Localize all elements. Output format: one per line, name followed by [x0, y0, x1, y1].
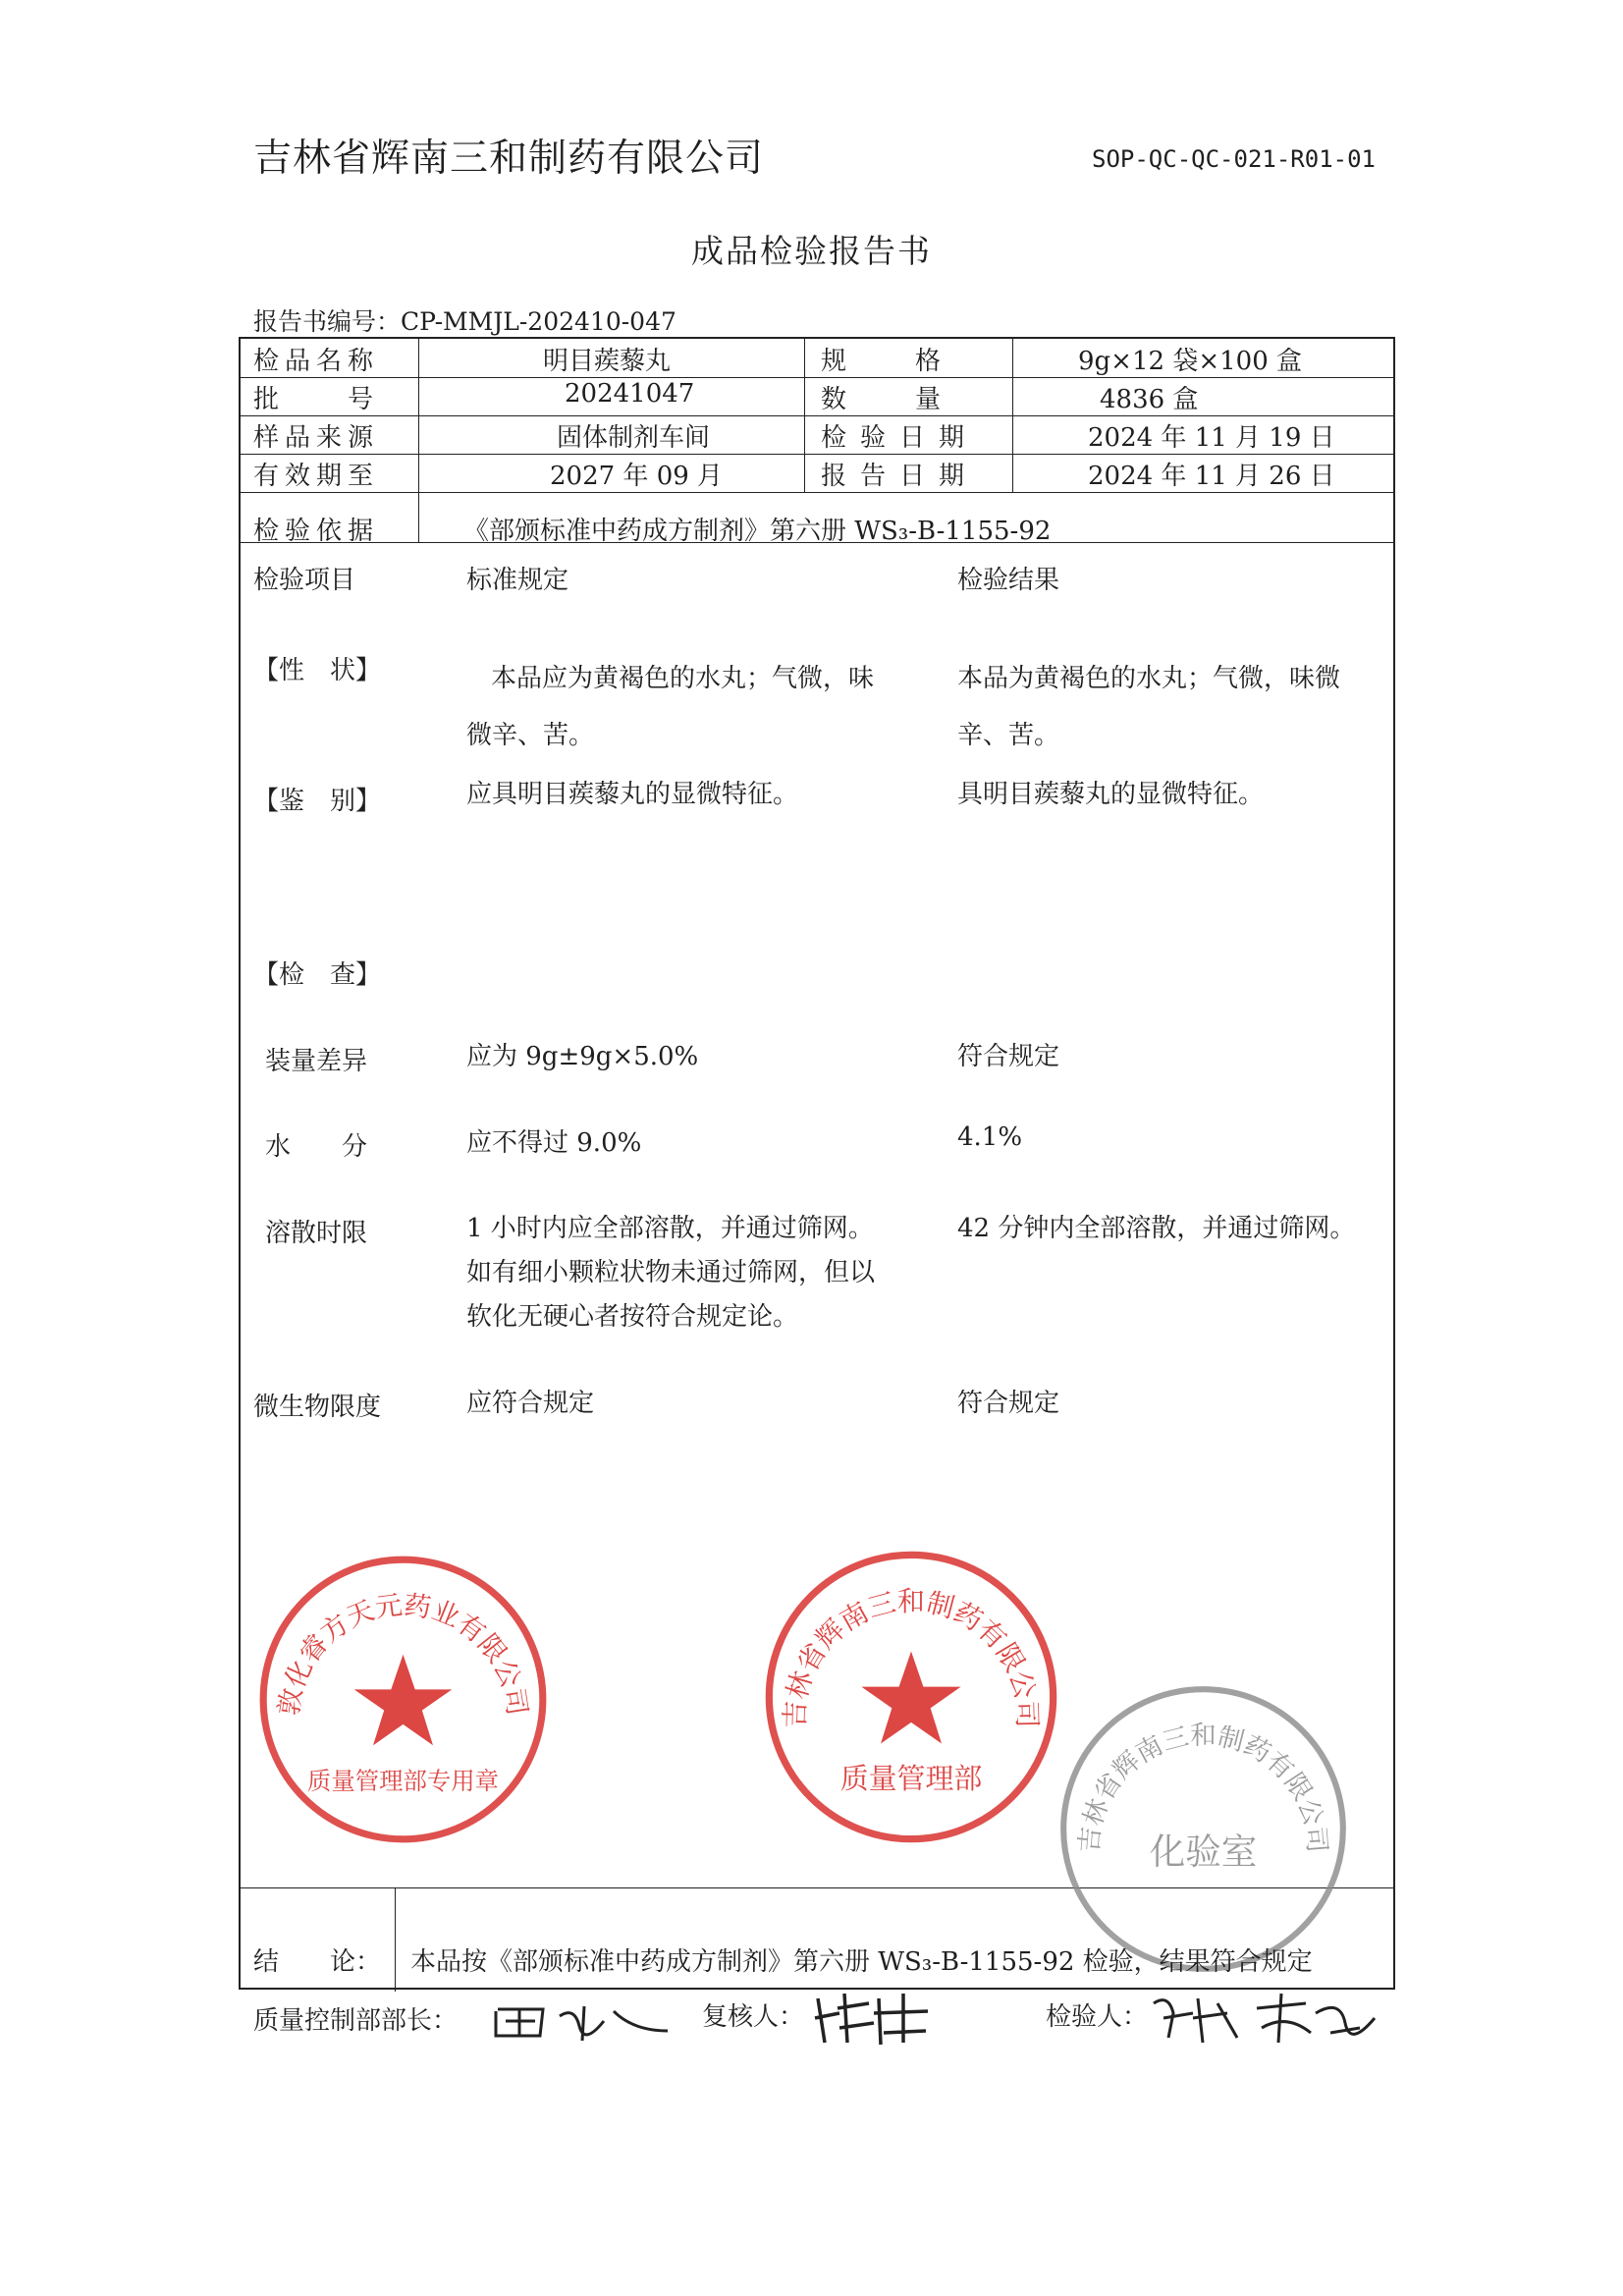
item-identification-standard: 应具明目蒺藜丸的显微特征。 [466, 780, 799, 809]
star-icon [354, 1655, 453, 1746]
label-report-date: 报告日期 [821, 462, 979, 491]
seal-2-graphic [759, 1545, 1063, 1849]
inspector-label: 检验人： [1046, 2002, 1149, 2032]
seal-2-subtext: 质量管理部 [839, 1762, 983, 1795]
row-divider [241, 492, 1393, 493]
reviewer-signature [810, 1984, 938, 2052]
item-appearance-standard: 本品应为黄褐色的水丸；气微，味 [491, 664, 875, 693]
label-test-basis: 检验依据 [253, 517, 380, 546]
col-head-standard: 标准规定 [466, 566, 569, 595]
qc-head-label: 质量控制部部长： [253, 2006, 459, 2036]
label-batch: 批号 [253, 385, 443, 414]
item-disintegration-label: 溶散时限 [265, 1219, 368, 1248]
seal-2-text: 吉林省辉南三和制药有限公司 [779, 1585, 1044, 1729]
value-report-date: 2024 年 11 月 26 日 [1088, 462, 1335, 491]
company-name: 吉林省辉南三和制药有限公司 [253, 137, 765, 181]
seal-3-graphic [1054, 1679, 1353, 1979]
seal-3 [1054, 1679, 1353, 1979]
value-spec: 9g×12 袋×100 盒 [1078, 347, 1302, 376]
item-moisture-standard: 应不得过 9.0% [466, 1128, 642, 1158]
value-product-name: 明目蒺藜丸 [543, 347, 672, 376]
item-disintegration-result: 42 分钟内全部溶散，并通过筛网。 [957, 1214, 1356, 1243]
label-spec: 规格 [821, 347, 1010, 376]
value-quantity: 4836 盒 [1100, 385, 1199, 414]
seal-1-graphic [253, 1550, 553, 1849]
col-divider [418, 339, 419, 542]
item-moisture-result: 4.1% [957, 1122, 1023, 1152]
col-head-result: 检验结果 [957, 566, 1060, 595]
document-code: SOP-QC-QC-021-R01-01 [1092, 145, 1376, 173]
item-inspection-label: 【检 查】 [253, 960, 382, 990]
item-appearance-result-cont: 辛、苦。 [957, 721, 1060, 750]
item-moisture-label: 水 分 [265, 1132, 368, 1162]
label-sample-source: 样品来源 [253, 423, 380, 453]
qc-head-signature [486, 1992, 682, 2050]
report-title: 成品检验报告书 [691, 232, 932, 270]
item-weight-variation-result: 符合规定 [957, 1042, 1060, 1071]
row-divider [241, 415, 1393, 416]
seal-1 [253, 1550, 553, 1849]
seal-1-text: 敦化睿方天元药业有限公司 [274, 1590, 532, 1718]
reviewer-label: 复核人： [702, 2002, 805, 2032]
value-expiry: 2027 年 09 月 [550, 462, 724, 491]
item-appearance-standard-cont: 微辛、苦。 [466, 721, 595, 750]
item-weight-variation-label: 装量差异 [265, 1047, 368, 1076]
item-disintegration-standard-cont2: 软化无硬心者按符合规定论。 [466, 1302, 799, 1332]
handwritten-signature-icon [810, 1984, 938, 2052]
item-microbial-label: 微生物限度 [253, 1393, 382, 1422]
item-identification-label: 【鉴 别】 [253, 787, 382, 816]
value-test-date: 2024 年 11 月 19 日 [1088, 423, 1335, 453]
col-divider [804, 339, 805, 492]
star-icon [861, 1652, 960, 1744]
item-weight-variation-standard: 应为 9g±9g×5.0% [466, 1042, 699, 1071]
handwritten-signature-icon [486, 1992, 682, 2050]
item-microbial-standard: 应符合规定 [466, 1389, 595, 1418]
col-head-item: 检验项目 [253, 566, 356, 595]
item-appearance-result: 本品为黄褐色的水丸；气微，味微 [957, 664, 1341, 693]
item-appearance-label: 【性 状】 [253, 656, 382, 685]
col-divider [395, 1887, 396, 1992]
label-product-name: 检品名称 [253, 347, 380, 376]
item-disintegration-standard-cont: 如有细小颗粒状物未通过筛网，但以 [466, 1258, 876, 1287]
seal-1-subtext: 质量管理部专用章 [306, 1767, 500, 1795]
col-divider [1012, 339, 1013, 492]
row-divider [241, 454, 1393, 455]
handwritten-signature-icon [1149, 1984, 1384, 2052]
label-test-date: 检验日期 [821, 423, 979, 453]
conclusion-text: 本品按《部颁标准中药成方制剂》第六册 WS₃-B-1155-92 检验，结果符合规定 [410, 1947, 1313, 1977]
label-quantity: 数量 [821, 385, 1010, 414]
label-expiry: 有效期至 [253, 462, 380, 491]
value-sample-source: 固体制剂车间 [557, 423, 711, 453]
inspector-signature [1149, 1984, 1384, 2052]
seal-3-text: 吉林省辉南三和制药有限公司 [1074, 1721, 1332, 1854]
item-disintegration-standard: 1 小时内应全部溶散，并通过筛网。 [466, 1214, 874, 1243]
seal-3-subtext: 化验室 [1149, 1831, 1258, 1874]
item-microbial-result: 符合规定 [957, 1389, 1060, 1418]
row-divider [241, 377, 1393, 378]
conclusion-label: 结 论： [253, 1947, 382, 1977]
value-batch: 20241047 [565, 379, 695, 409]
report-number: 报告书编号：CP-MMJL-202410-047 [253, 307, 676, 336]
value-test-basis: 《部颁标准中药成方制剂》第六册 WS₃-B-1155-92 [463, 517, 1052, 546]
seal-2 [759, 1545, 1063, 1849]
item-identification-result: 具明目蒺藜丸的显微特征。 [957, 780, 1265, 809]
